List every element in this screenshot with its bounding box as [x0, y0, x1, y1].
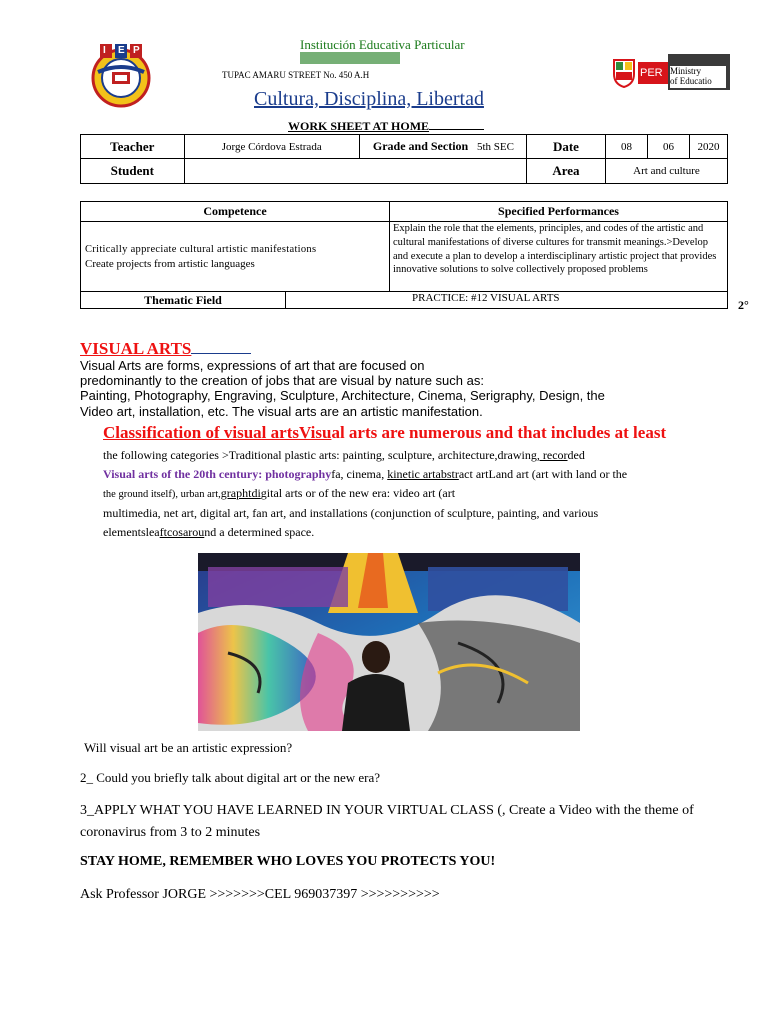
- category-line: multimedia, net art, digital art, fan art, and installations (conjunction of sculpture, painting, and various: [103, 506, 599, 520]
- section-title: VISUAL ARTS: [80, 339, 251, 359]
- intro-line: predominantly to the creation of jobs that are visual by nature such as:: [80, 373, 484, 389]
- competence-cell: [81, 222, 390, 292]
- school-name-overlay-decoration: [300, 52, 400, 64]
- contact-line: Ask Professor JORGE >>>>>>>CEL 969037397 >>>>>>>>>>: [80, 887, 440, 902]
- category-line: elementsleaftcosaround a determined space.: [103, 525, 315, 539]
- date-day: 08: [605, 135, 647, 159]
- student-info-table: [80, 134, 728, 184]
- grade-cell: [359, 135, 526, 159]
- competence-table: [80, 201, 728, 309]
- intro-paragraph: [80, 358, 680, 419]
- ministry-name-line1: Ministry: [670, 66, 702, 76]
- graffiti-photo: [198, 553, 580, 731]
- student-label: Student: [81, 159, 185, 184]
- intro-line: Video art, installation, etc. The visual arts are an artistic manifestation.: [80, 403, 483, 419]
- school-motto: Cultura, Disciplina, Libertad: [254, 88, 484, 110]
- question-3-line: 3_APPLY WHAT YOU HAVE LEARNED IN YOUR VIRTUAL CLASS (, Create a Video with the theme of: [80, 803, 694, 818]
- category-line: Visual arts of the 20th century: photographyfa, cinema, kinetic artabstract artLand art (art with land or the: [103, 467, 628, 481]
- thematic-value: PRACTICE: #12 VISUAL ARTS: [412, 292, 560, 304]
- competence-header: Competence: [81, 202, 390, 222]
- grade-value: 5th SEC: [476, 141, 514, 153]
- classification-heading: [103, 423, 666, 443]
- performance-text: Explain the role that the elements, principles, and codes of the artistic and cultural manifestations of diverse cultures for transmit meanings.>Develop and execute a plan to develop a interdisciplinary artistic project that provides innovative solutions to solve collectively proposed problems: [390, 222, 728, 292]
- logo-letter: P: [133, 45, 140, 56]
- stay-home-message: STAY HOME, REMEMBER WHO LOVES YOU PROTECTS YOU!: [80, 854, 496, 869]
- school-logo: [88, 42, 154, 108]
- date-year: 2020: [690, 135, 728, 159]
- classification-heading-part: al arts are numerous and that includes at least: [331, 423, 667, 442]
- grade-mark: 2°: [738, 298, 749, 312]
- thematic-label: Thematic Field: [81, 292, 286, 308]
- categories-text: [103, 446, 723, 542]
- intro-line: Painting, Photography, Engraving, Sculpture, Architecture, Cinema, Serigraphy, Design, the: [80, 388, 605, 404]
- question-3-line: coronavirus from 3 to 2 minutes: [80, 825, 261, 840]
- coat-of-arms-icon: [610, 54, 638, 88]
- date-month: 06: [647, 135, 689, 159]
- classification-heading-part: Classification of visual arts: [103, 423, 299, 442]
- question-1: Will visual art be an artistic expression?: [84, 740, 293, 755]
- area-label: Area: [527, 159, 606, 184]
- question-2: 2_ Could you briefly talk about digital art or the new era?: [80, 770, 380, 785]
- logo-letter: I: [103, 45, 106, 56]
- ministry-prefix: PER: [638, 62, 670, 84]
- date-label: Date: [527, 135, 606, 159]
- student-name-field[interactable]: [184, 159, 526, 184]
- thematic-row: [81, 292, 728, 309]
- logo-letter: E: [118, 45, 125, 56]
- category-line: the ground itself), urban art,graphtdigital arts or of the new era: video art (art: [103, 486, 456, 500]
- ministry-logo: [610, 54, 730, 90]
- performance-header: Specified Performances: [390, 202, 728, 222]
- competence-line: Create projects from artistic languages: [85, 257, 255, 270]
- question-3: [80, 800, 740, 844]
- worksheet-title: WORK SHEET AT HOME: [288, 119, 484, 134]
- school-name: Institución Educativa Particular: [300, 37, 465, 52]
- teacher-value: Jorge Córdova Estrada: [184, 135, 359, 159]
- ministry-name-line2: of Educatio: [670, 76, 712, 86]
- teacher-label: Teacher: [81, 135, 185, 159]
- competence-line: Critically appreciate cultural artistic manifestations: [85, 243, 317, 255]
- category-line: the following categories >Traditional plastic arts: painting, sculpture, architecture,drawing, recorded: [103, 448, 585, 462]
- school-address: TUPAC AMARU STREET No. 450 A.H: [222, 70, 370, 80]
- area-value: Art and culture: [605, 159, 727, 184]
- grade-label: Grade and Section: [372, 139, 469, 153]
- intro-line: Visual Arts are forms, expressions of art that are focused on: [80, 358, 425, 373]
- classification-heading-part: Visu: [298, 423, 332, 442]
